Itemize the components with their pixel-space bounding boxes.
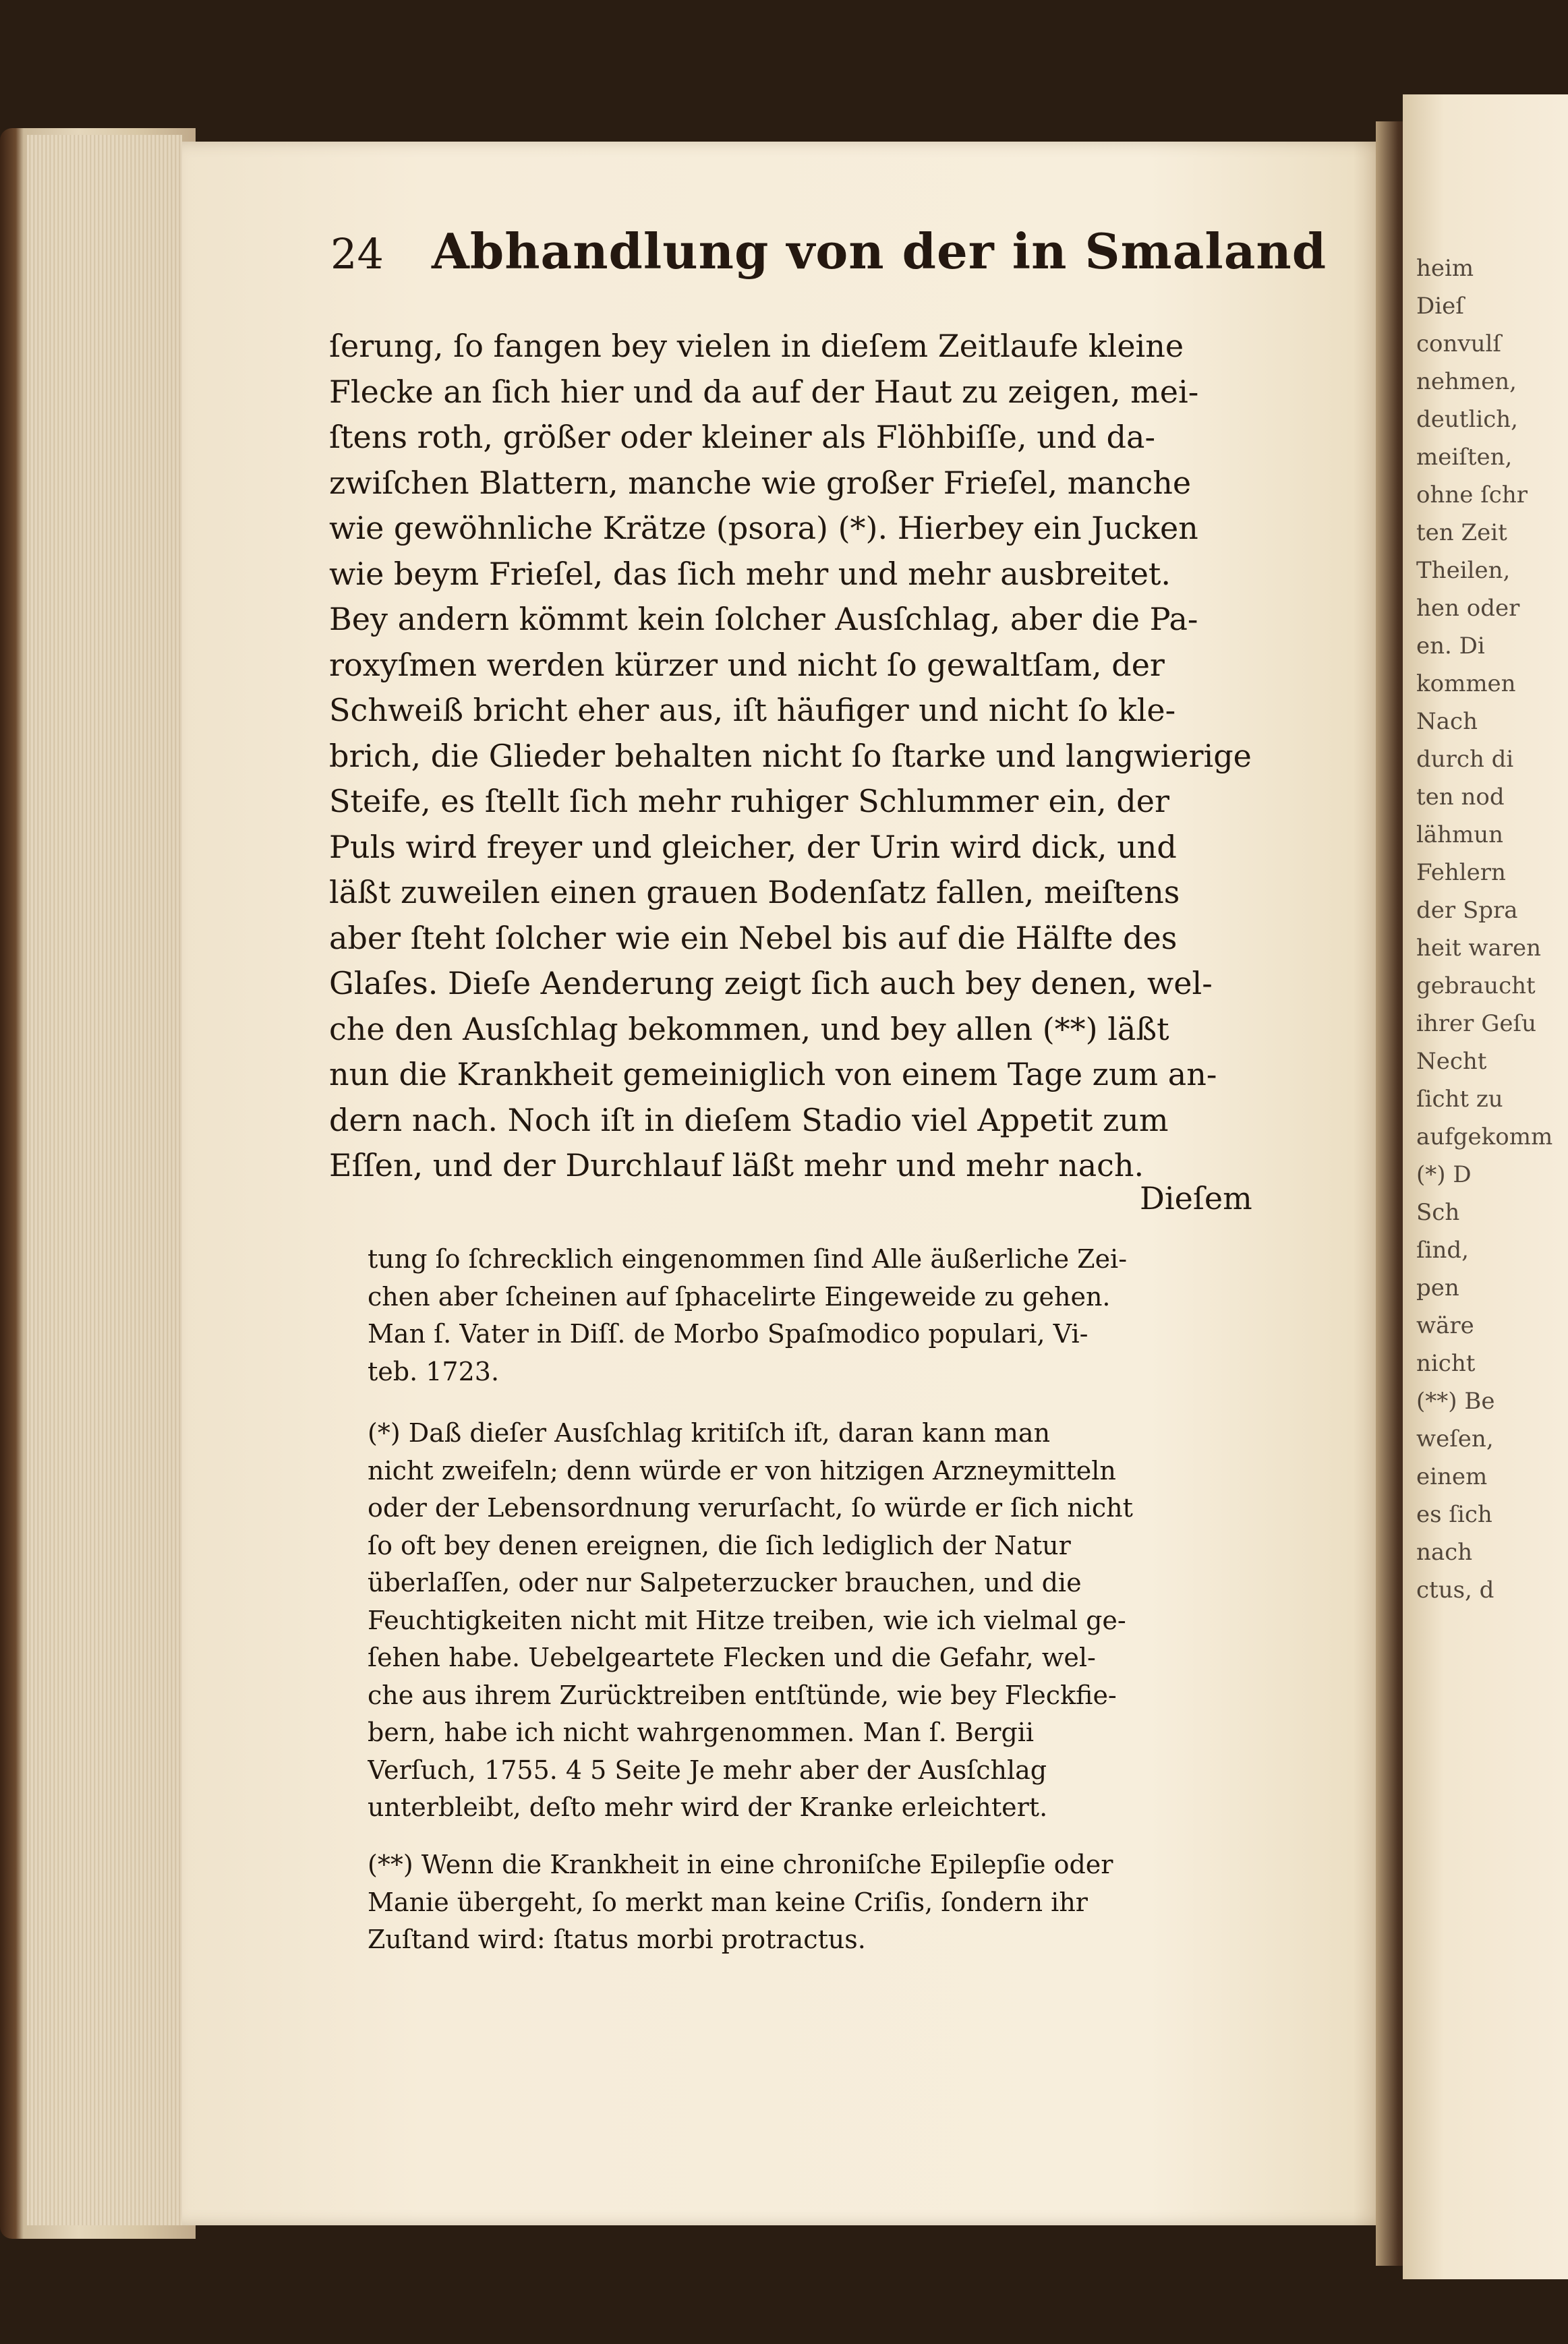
right-page-fragment: kommen xyxy=(1416,670,1516,697)
text-line: ſtens roth, größer oder kleiner als Flöhbiſſe, und da- xyxy=(329,419,1155,455)
text-line: Steife, es ſtellt ſich mehr ruhiger Schlummer ein, der xyxy=(329,783,1169,819)
text-line: Eſſen, und der Durchlauf läßt mehr und mehr nach. xyxy=(329,1147,1144,1183)
running-head: Abhandlung von der in Smaland xyxy=(432,223,1327,280)
right-page-fragment: hen oder xyxy=(1416,595,1520,622)
footnote-line: bern, habe ich nicht wahrgenommen. Man ſ. Bergii xyxy=(368,1718,1035,1747)
text-line: Puls wird freyer und gleicher, der Urin wird dick, und xyxy=(329,828,1177,865)
page-stack xyxy=(27,135,182,2225)
text-line: Flecke an ſich hier und da auf der Haut zu zeigen, mei- xyxy=(329,373,1199,410)
right-page-fragment: Theilen, xyxy=(1416,557,1511,584)
footnote-line: (*) Daß dieſer Ausſchlag kritiſch iſt, daran kann man xyxy=(368,1418,1051,1448)
right-page-fragment: (*) D xyxy=(1416,1161,1472,1188)
text-line: ſerung, ſo fangen bey vielen in dieſem Zeitlaufe kleine xyxy=(329,328,1184,364)
page-number: 24 xyxy=(330,229,384,279)
right-page-fragment: heit waren xyxy=(1416,935,1542,962)
text-line: läßt zuweilen einen grauen Bodenſatz fallen, meiſtens xyxy=(329,874,1180,910)
right-page-fragment: weſen, xyxy=(1416,1426,1494,1453)
footnote-line: Man ſ. Vater in Diſſ. de Morbo Spaſmodico populari, Vi- xyxy=(368,1319,1088,1349)
footnote-line: Verſuch, 1755. 4 5 Seite Je mehr aber der Ausſchlag xyxy=(368,1755,1047,1785)
right-page-fragment: en. Di xyxy=(1416,633,1485,660)
right-page-fragment: der Spra xyxy=(1416,897,1518,924)
right-page-fragment: Necht xyxy=(1416,1048,1487,1075)
right-page-fragment: meiſten, xyxy=(1416,444,1513,471)
footnote-line: tung ſo ſchrecklich eingenommen ſind Alle äußerliche Zei- xyxy=(368,1244,1128,1274)
right-page-fragment: ohne ſchr xyxy=(1416,481,1528,508)
footnote-line: (**) Wenn die Krankheit in eine chroniſche Epilepſie oder xyxy=(368,1850,1113,1879)
footnote-line: Zuſtand wird: ſtatus morbi protractus. xyxy=(368,1925,866,1954)
right-page-fragment: wäre xyxy=(1416,1312,1474,1339)
right-page-fragment: aufgekomm xyxy=(1416,1123,1553,1150)
footnote-line: oder der Lebensordnung verurſacht, ſo würde er ſich nicht xyxy=(368,1493,1133,1523)
text-line: roxyſmen werden kürzer und nicht ſo gewaltſam, der xyxy=(329,646,1165,683)
footnote-line: Manie übergeht, ſo merkt man keine Criſis, ſondern ihr xyxy=(368,1887,1088,1917)
footnote-line: überlaſſen, oder nur Salpeterzucker brauchen, und die xyxy=(368,1568,1082,1598)
right-page-fragment: ihrer Geſu xyxy=(1416,1010,1536,1037)
text-line: zwiſchen Blattern, manche wie großer Frieſel, manche xyxy=(329,464,1192,501)
right-page-fragment: Fehlern xyxy=(1416,859,1506,886)
footnote-line: chen aber ſcheinen auf ſphacelirte Eingeweide zu gehen. xyxy=(368,1281,1111,1312)
text-line: che den Ausſchlag bekommen, und bey allen (**) läßt xyxy=(329,1010,1169,1047)
text-line: Glaſes. Dieſe Aenderung zeigt ſich auch bey denen, wel- xyxy=(329,965,1213,1001)
right-page-fragment: (**) Be xyxy=(1416,1388,1495,1415)
footnote-2 xyxy=(368,1846,1275,1959)
footnote-1 xyxy=(368,1415,1275,1827)
right-page-fragment: deutlich, xyxy=(1416,406,1518,433)
text-line: wie gewöhnliche Krätze (psora) (*). Hierbey ein Jucken xyxy=(329,510,1198,546)
footnote-line: nicht zweifeln; denn würde er von hitzigen Arzneymitteln xyxy=(368,1455,1116,1486)
right-page-fragment: ten nod xyxy=(1416,784,1505,811)
footnote-line: ſo oft bey denen ereignen, die ſich lediglich der Natur xyxy=(368,1530,1071,1560)
right-page-fragment: Nach xyxy=(1416,708,1478,735)
right-page-fragment: es ſich xyxy=(1416,1501,1492,1528)
text-line: Schweiß bricht eher aus, iſt häufiger und nicht ſo kle- xyxy=(329,692,1176,728)
footnote-line: ſehen habe. Uebelgeartete Flecken und die Gefahr, wel- xyxy=(368,1643,1096,1672)
text-line: dern nach. Noch iſt in dieſem Stadio viel Appetit zum xyxy=(329,1101,1169,1138)
right-page-fragment: heim xyxy=(1416,255,1474,282)
right-page-fragment: nicht xyxy=(1416,1350,1476,1377)
right-page-fragment: lähmun xyxy=(1416,821,1504,848)
footnote-line: che aus ihrem Zurücktreiben entſtünde, wie bey Fleckfie- xyxy=(368,1680,1117,1710)
right-page-fragment: nehmen, xyxy=(1416,368,1517,395)
text-line: aber ſteht ſolcher wie ein Nebel bis auf die Hälfte des xyxy=(329,919,1178,956)
right-page-fragment: ten Zeit xyxy=(1416,519,1507,546)
text-line: Bey andern kömmt kein ſolcher Ausſchlag, aber die Pa- xyxy=(329,601,1198,637)
right-page-fragment: ctus, d xyxy=(1416,1577,1494,1604)
right-page-fragment: gebraucht xyxy=(1416,972,1536,999)
text-line: nun die Krankheit gemeiniglich von einem Tage zum an- xyxy=(329,1056,1217,1092)
text-line: brich, die Glieder behalten nicht ſo ſtarke und langwierige xyxy=(329,737,1252,774)
right-page-fragment: Dieſ xyxy=(1416,293,1464,320)
catchword: Dieſem xyxy=(1140,1180,1252,1217)
right-page-fragment: convulſ xyxy=(1416,330,1501,357)
footnote-line: unterbleibt, deſto mehr wird der Kranke erleichtert. xyxy=(368,1792,1048,1822)
footnote-line: teb. 1723. xyxy=(368,1356,500,1386)
right-page-text xyxy=(1416,250,1552,1609)
right-page-fragment: einem xyxy=(1416,1463,1488,1490)
text-line: wie beym Frieſel, das ſich mehr und mehr ausbreitet. xyxy=(329,555,1171,592)
right-page-fragment: durch di xyxy=(1416,746,1514,773)
body-text xyxy=(329,324,1273,1189)
right-page-fragment: pen xyxy=(1416,1274,1459,1301)
right-page-fragment: ſicht zu xyxy=(1416,1086,1503,1113)
right-page-fragment: Sch xyxy=(1416,1199,1460,1226)
footnote-line: Feuchtigkeiten nicht mit Hitze treiben, wie ich vielmal ge- xyxy=(368,1605,1126,1635)
right-page xyxy=(1403,94,1568,2279)
right-page-fragment: nach xyxy=(1416,1539,1473,1566)
right-page-fragment: ſind, xyxy=(1416,1237,1469,1264)
footnote-continuation xyxy=(368,1241,1275,1390)
